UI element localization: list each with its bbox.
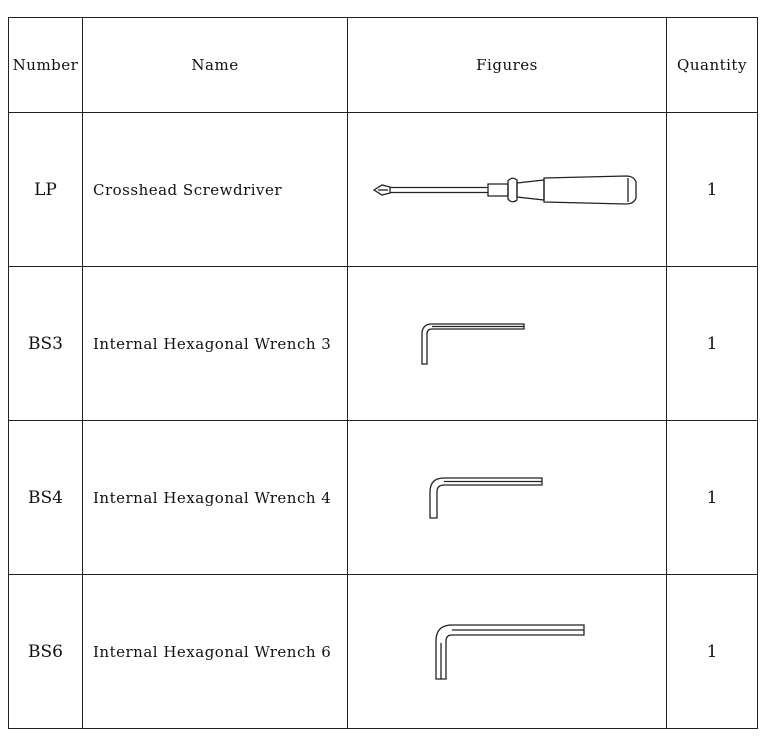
- table-row: [9, 113, 758, 267]
- item-number: BS3: [9, 267, 83, 421]
- hex-wrench-small-icon: [420, 320, 600, 368]
- item-quantity: 1: [667, 421, 758, 575]
- item-name: Internal Hexagonal Wrench 6: [83, 575, 348, 729]
- item-quantity: 1: [667, 113, 758, 267]
- screwdriver-icon: [372, 170, 642, 210]
- item-number: BS4: [9, 421, 83, 575]
- header-figures: Figures: [348, 18, 667, 113]
- item-figure: [348, 421, 667, 575]
- table-row: [9, 267, 758, 421]
- parts-table: [8, 17, 758, 729]
- item-number: LP: [9, 113, 83, 267]
- table-row: [9, 421, 758, 575]
- header-row: [9, 18, 758, 113]
- item-name: Internal Hexagonal Wrench 3: [83, 267, 348, 421]
- item-figure: [348, 113, 667, 267]
- item-quantity: 1: [667, 575, 758, 729]
- hex-wrench-medium-icon: [428, 474, 628, 522]
- header-quantity: Quantity: [667, 18, 758, 113]
- item-figure: [348, 575, 667, 729]
- item-name: Crosshead Screwdriver: [83, 113, 348, 267]
- item-figure: [348, 267, 667, 421]
- item-number: BS6: [9, 575, 83, 729]
- table-row: [9, 575, 758, 729]
- hex-wrench-large-icon: [434, 621, 634, 683]
- item-name: Internal Hexagonal Wrench 4: [83, 421, 348, 575]
- header-name: Name: [83, 18, 348, 113]
- item-quantity: 1: [667, 267, 758, 421]
- header-number: Number: [9, 18, 83, 113]
